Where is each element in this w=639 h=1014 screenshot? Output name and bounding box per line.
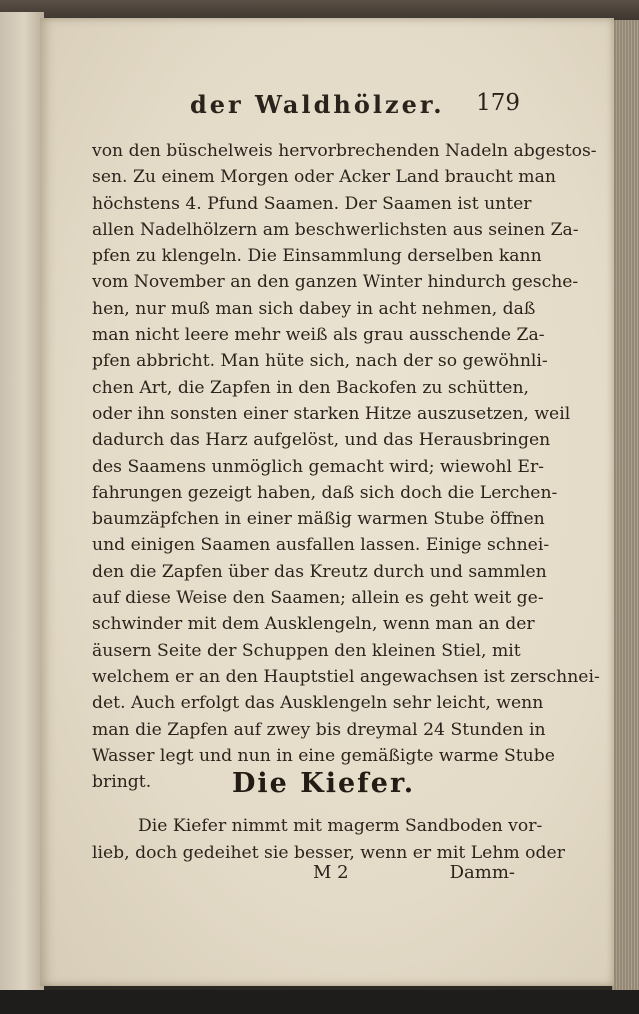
text-line: von den büschelweis hervorbrechenden Nadeln abgestos- — [92, 141, 597, 161]
text-line: oder ihn sonsten einer starken Hitze auszusetzen, weil — [92, 403, 571, 424]
signature-mark: M 2 — [313, 862, 349, 883]
book-bottom-shadow — [0, 990, 639, 1014]
text-line: dadurch das Harz aufgelöst, und das Herausbringen — [92, 430, 551, 451]
text-line: man nicht leere mehr weiß als grau ausschende Za- — [92, 325, 545, 346]
text-line: höchstens 4. Pfund Saamen. Der Saamen ist unter — [92, 193, 532, 214]
text-line: lieb, doch gedeihet sie besser, wenn er mit Lehm oder — [92, 843, 565, 863]
text-line: pfen abbricht. Man hüte sich, nach der so gewöhnli- — [92, 351, 548, 372]
page-header — [190, 90, 520, 124]
text-line: des Saamens unmöglich gemacht wird; wiewohl Er- — [92, 456, 544, 477]
text-line: den die Zapfen über das Kreutz durch und sammlen — [92, 561, 547, 582]
text-line: baumzäpfchen in einer mäßig warmen Stube öffnen — [92, 509, 545, 530]
section-title: Die Kiefer. — [232, 768, 416, 799]
text-line: pfen zu klengeln. Die Einsammlung derselben kann — [92, 246, 542, 267]
text-line: schwinder mit dem Ausklengeln, wenn man an der — [92, 614, 535, 635]
text-line: auf diese Weise den Saamen; allein es geht weit ge- — [92, 588, 544, 609]
text-line: fahrungen gezeigt haben, daß sich doch die Lerchen- — [92, 482, 558, 503]
text-line: man die Zapfen auf zwey bis dreymal 24 Stunden in — [92, 719, 546, 740]
text-line: äusern Seite der Schuppen den kleinen Stiel, mit — [92, 640, 521, 661]
text-line: vom November an den ganzen Winter hindurch gesche- — [92, 272, 579, 293]
facing-page-edge — [0, 12, 44, 997]
section-paragraph — [92, 813, 565, 867]
text-line: und einigen Saamen ausfallen lassen. Einige schnei- — [92, 535, 550, 556]
text-line: bringt. — [92, 772, 152, 793]
body-paragraph — [92, 138, 600, 795]
text-line: det. Auch erfolgt das Ausklengeln sehr leicht, wenn — [92, 693, 544, 714]
catchword: Damm- — [449, 862, 515, 883]
page-number: 179 — [476, 90, 520, 116]
text-line: allen Nadelhölzern am beschwerlichsten aus seinen Za- — [92, 219, 579, 240]
text-line: Die Kiefer nimmt mit magerm Sandboden vor- — [138, 816, 543, 836]
page-stack-edge — [612, 20, 639, 995]
text-line: Wasser legt und nun in eine gemäßigte warme Stube — [92, 745, 555, 766]
running-head: der Waldhölzer. — [190, 90, 445, 119]
text-line: welchem er an den Hauptstiel angewachsen ist zerschnei- — [92, 666, 600, 687]
text-line: sen. Zu einem Morgen oder Acker Land braucht man — [92, 167, 556, 188]
text-line: chen Art, die Zapfen in den Backofen zu schütten, — [92, 377, 530, 398]
text-line: hen, nur muß man sich dabey in acht nehmen, daß — [92, 298, 536, 319]
